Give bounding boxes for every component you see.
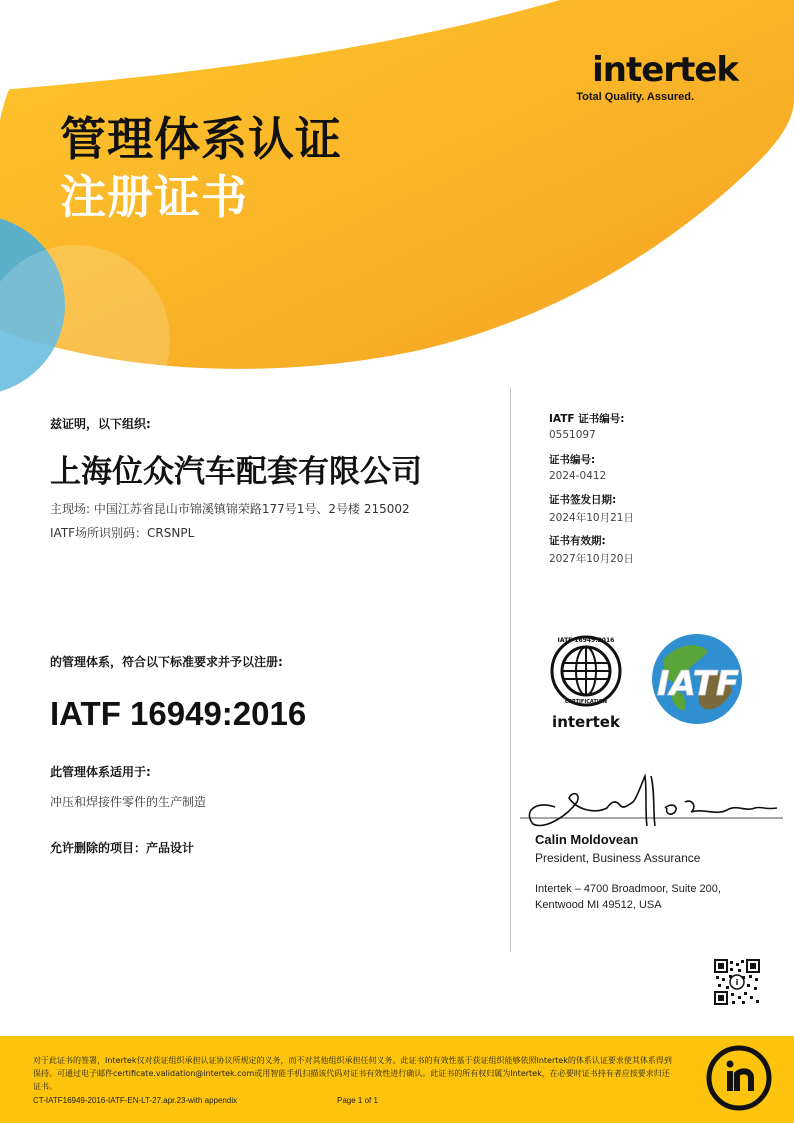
signatory-name: Calin Moldovean [535, 832, 639, 847]
company-name: 上海位众汽车配套有限公司 [50, 454, 422, 490]
iatf-certification-seal [548, 633, 632, 733]
expiry-date-label: 证书有效期: [549, 535, 606, 547]
seal-top-text: IATF 16949:2016 [557, 637, 615, 644]
seal-bottom-text: CERTIFICATION [564, 699, 608, 705]
svg-text:i: i [735, 978, 739, 987]
certify-label: 兹证明，以下组织: [50, 417, 151, 431]
site-address: 主现场: 中国江苏省昆山市锦溪镇锦荣路177号1号、2号楼 215002 [50, 502, 410, 516]
signatory-title: President, Business Assurance [535, 851, 701, 865]
intertek-logo: intertek [592, 50, 738, 90]
issue-date: 2024年10月21日 [549, 512, 634, 524]
site-code: IATF场所识别码：CRSNPL [50, 526, 195, 540]
iatf-number: 0551097 [549, 429, 596, 441]
standard-name: IATF 16949:2016 [50, 695, 307, 732]
intertek-symbol-icon [705, 1044, 773, 1112]
column-divider [510, 387, 511, 952]
exclusion-text: 允许删除的项目：产品设计 [50, 841, 195, 855]
scope-text: 冲压和焊接件零件的生产制造 [50, 795, 207, 809]
qr-code[interactable] [714, 959, 760, 1005]
footer-page-number: Page 1 of 1 [337, 1096, 378, 1105]
seal-brand-text: intertek [552, 713, 620, 731]
expiry-date: 2027年10月20日 [549, 553, 634, 565]
signature [515, 772, 785, 834]
address-line1: Intertek – 4700 Broadmoor, Suite 200, [535, 883, 721, 895]
intertek-tagline: Total Quality. Assured. [576, 91, 694, 103]
issue-date-label: 证书签发日期: [549, 494, 617, 506]
conform-label: 的管理体系，符合以下标准要求并予以注册: [50, 655, 283, 669]
iatf-globe-logo [642, 629, 754, 725]
iatf-number-label: IATF 证书编号: [549, 413, 625, 425]
certificate-number: 2024-0412 [549, 470, 607, 482]
footer-note: 对于此证书的签署，Intertek仅对获证组织承担认证协议所规定的义务，而不对其他组织承担任何义务。此证书的有效性基于获证组织能够依照Intertek的体系认证要求使其体系得到保持。可通过电子邮件certificate.validation@intertek.com或用智能手机扫描该代码对证书有效性进行确认。此证书的所有权归属为Intertek，在必要时证书持有者应按要求归还证书。 [33, 1056, 672, 1091]
certificate-number-label: 证书编号: [549, 454, 596, 466]
footer-document-code: CT-IATF16949-2016-IATF-EN-LT-27.apr.23-with appendix [33, 1096, 238, 1105]
certificate-title-line1: 管理体系认证 [60, 112, 342, 166]
address-line2: Kentwood MI 49512, USA [535, 899, 662, 911]
certificate-title-line2: 注册证书 [60, 170, 248, 224]
scope-label: 此管理体系适用于: [50, 765, 151, 779]
iatf-logo-text: IATF [656, 664, 740, 704]
